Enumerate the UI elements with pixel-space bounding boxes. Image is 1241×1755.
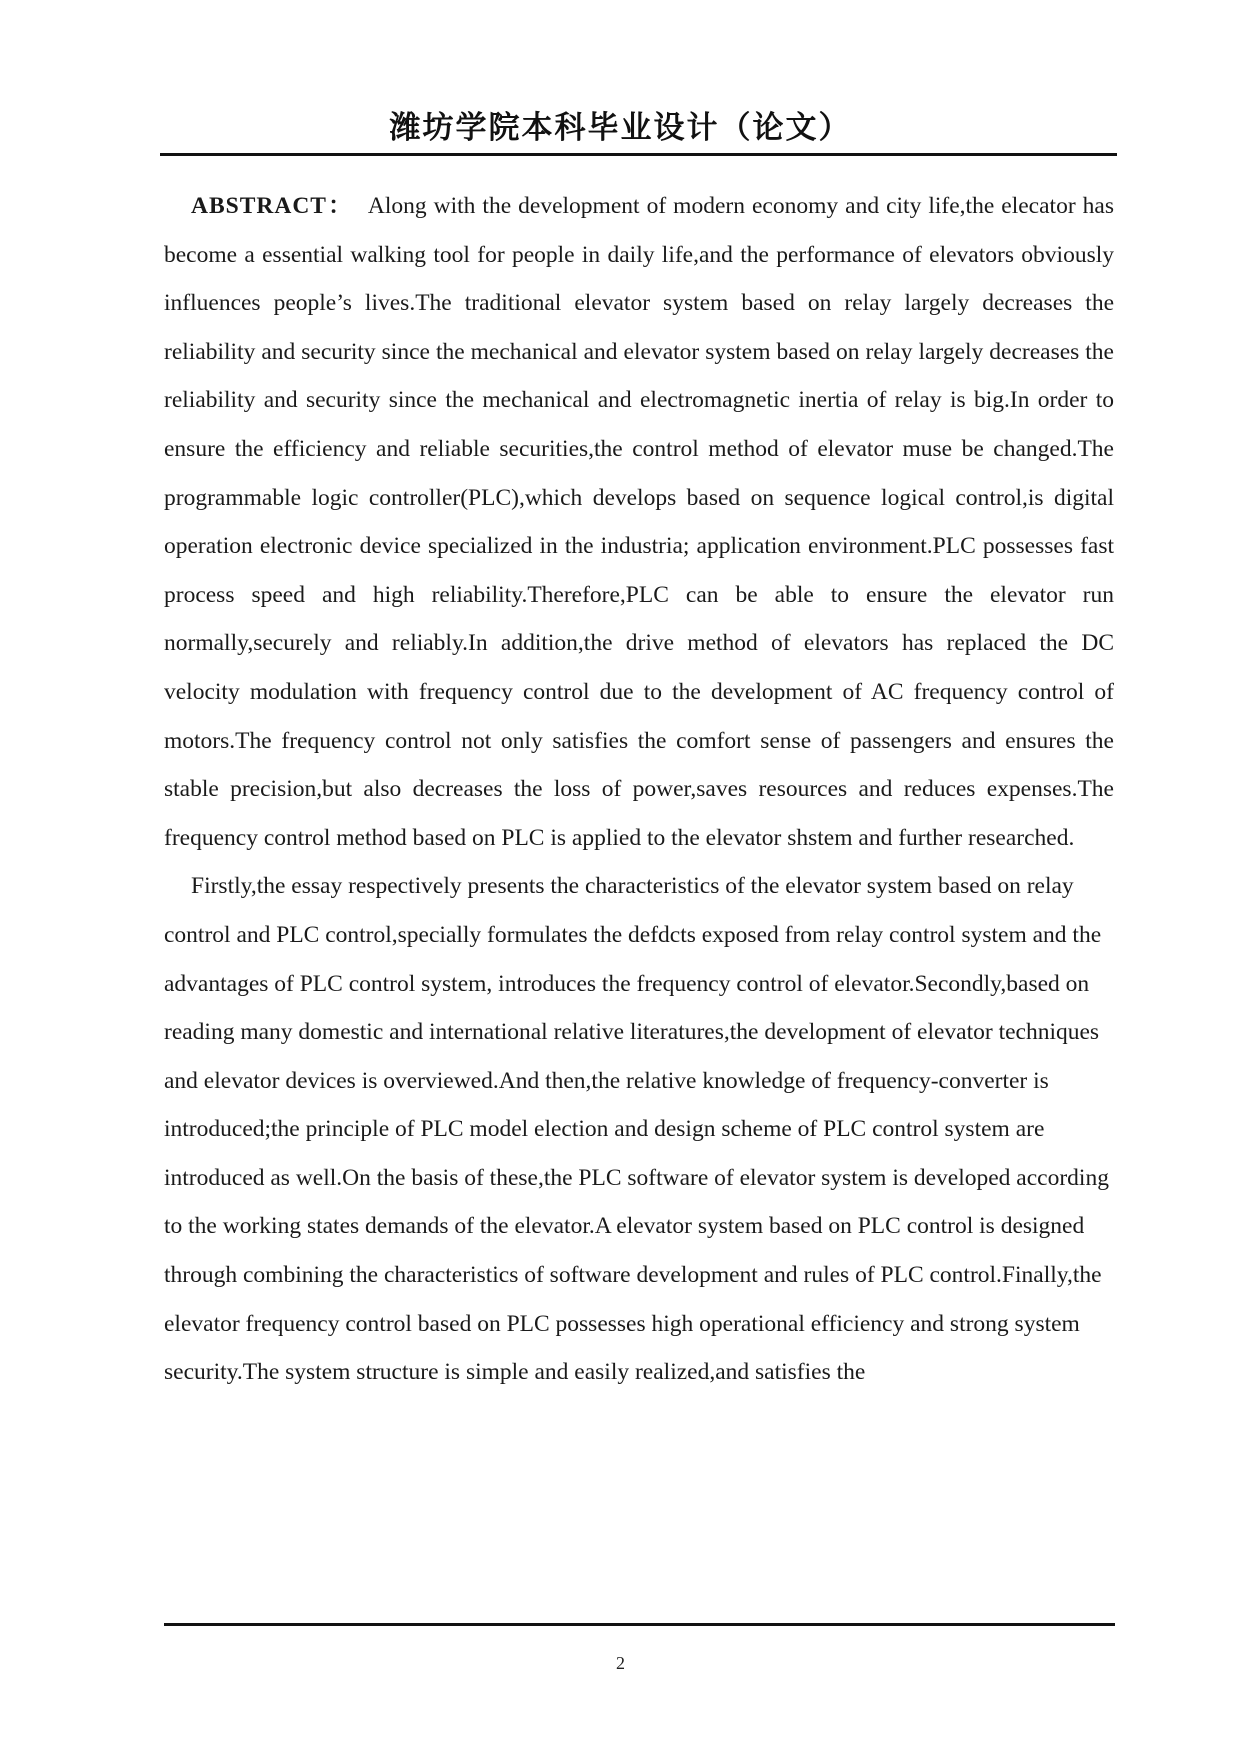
abstract-paragraph-1 <box>164 182 1114 862</box>
page-number: 2 <box>616 1653 625 1673</box>
abstract-paragraph-1-text: Along with the development of modern economy and city life,the elecator has become a essential walking tool for people in daily life,and the performance of elevators obviously influences people’s lives.The traditional elevator system based on relay largely decreases the reliability and security since the mechanical and elevator system based on relay largely decreases the reliability and security since the mechanical and electromagnetic inertia of relay is big.In order to ensure the efficiency and reliable securities,the control method of elevator muse be changed.The programmable logic controller(PLC),which develops based on sequence logical control,is digital operation electronic device specialized in the industria; application environment.PLC possesses fast process speed and high reliability.Therefore,PLC can be able to ensure the elevator run normally,securely and reliably.In addition,the drive method of elevators has replaced the DC velocity modulation with frequency control due to the development of AC frequency control of motors.The frequency control not only satisfies the comfort sense of passengers and ensures the stable precision,but also decreases the loss of power,saves resources and reduces expenses.The frequency control method based on PLC is applied to the elevator shstem and further researched. <box>164 193 1114 851</box>
footer-rule <box>164 1623 1115 1626</box>
abstract-body <box>164 182 1114 1397</box>
header-rule-thick <box>160 153 1117 156</box>
header-title: 潍坊学院本科毕业设计（论文） <box>389 110 852 146</box>
abstract-paragraph-2: Firstly,the essay respectively presents the characteristics of the elevator system based on relay control and PLC control,specially formulates the defdcts exposed from relay control system and the advantages of PLC control system, introduces the frequency control of elevator.Secondly,based on reading many domestic and international relative literatures,the development of elevator techniques and elevator devices is overviewed.And then,the relative knowledge of frequency-converter is introduced;the principle of PLC model election and design scheme of PLC control system are introduced as well.On the basis of these,the PLC software of elevator system is developed according to the working states demands of the elevator.A elevator system based on PLC control is designed through combining the characteristics of software development and rules of PLC control.Finally,the elevator frequency control based on PLC possesses high operational efficiency and strong system security.The system structure is simple and easily realized,and satisfies the <box>164 873 1109 1386</box>
abstract-label: ABSTRACT： <box>191 193 354 219</box>
